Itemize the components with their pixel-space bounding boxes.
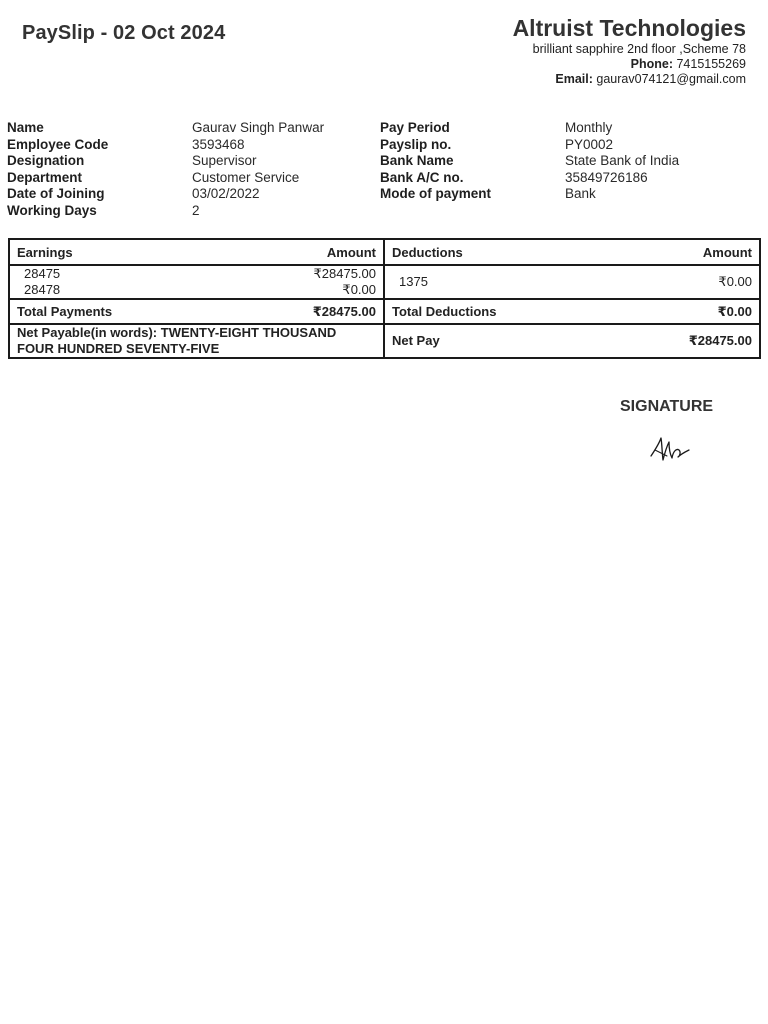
deduction-item [392,274,752,290]
deductions-header: Deductions [392,244,463,260]
company-name: Altruist Technologies [512,15,746,41]
company-email [513,72,746,87]
designation-value: Supervisor [192,153,257,168]
company-info [513,14,746,87]
info-row [7,186,761,203]
earning-item [17,266,376,282]
net-words-line: Net Payable(in words): TWENTY-EIGHT THOUSAND [17,325,337,340]
email-label: Email: [555,72,593,86]
bank-account-label: Bank A/C no. [380,169,464,185]
info-row [7,120,761,137]
department-value: Customer Service [192,169,300,185]
payslip-title: PaySlip - 02 Oct 2024 [22,22,226,44]
table-items-row [9,265,760,299]
deductions-header-cell [384,239,760,265]
info-row [7,153,761,170]
name-value: Gaurav Singh Panwar [192,120,325,135]
email-value: gaurav074121@gmail.com [596,72,746,86]
total-deductions-label: Total Deductions [392,303,497,319]
table-net-row [9,324,760,358]
bank-name-label: Bank Name [380,153,454,168]
employee-code-value: 3593468 [192,136,245,152]
earnings-header: Earnings [17,244,73,260]
earning-item [17,282,376,298]
earning-amount: ₹0.00 [342,282,376,297]
total-deductions-value: ₹0.00 [717,303,752,319]
signature-label: SIGNATURE [620,398,714,415]
total-deductions-cell [384,299,760,324]
net-pay-label: Net Pay [392,333,440,348]
signature-image [645,430,693,464]
pay-period-label: Pay Period [380,120,450,135]
company-address: brilliant sapphire 2nd floor ,Scheme 78 [532,42,746,56]
bank-name-value: State Bank of India [565,153,680,168]
deductions-items [384,265,760,299]
earning-amount: ₹28475.00 [313,266,376,281]
deduction-name: 1375 [399,274,428,289]
info-row [7,203,761,220]
employee-details [7,120,761,219]
total-payments-cell [9,299,384,324]
info-row [7,137,761,154]
info-row [7,170,761,187]
working-days-value: 2 [192,202,200,218]
department-label: Department [7,169,83,185]
net-payable-words [9,324,384,358]
earnings-items [9,265,384,299]
date-of-joining-label: Date of Joining [7,186,105,201]
phone-label: Phone: [630,57,673,71]
name-label: Name [7,120,44,135]
payslip-no-label: Payslip no. [380,136,452,152]
deduction-amount: ₹0.00 [718,274,752,289]
net-words-line: FOUR HUNDRED SEVENTY-FIVE [17,341,220,356]
payslip-no-value: PY0002 [565,136,614,152]
mode-of-payment-value: Bank [565,186,596,201]
table-totals-row [9,299,760,324]
earning-name: 28478 [24,282,61,297]
total-payments-value: ₹28475.00 [312,303,376,319]
earnings-amount-header: Amount [326,244,376,260]
employee-code-label: Employee Code [7,136,109,152]
designation-label: Designation [7,153,85,168]
phone-value: 7415155269 [676,57,746,71]
net-pay-cell [384,324,760,358]
table-header-row [9,239,760,265]
date-of-joining-value: 03/02/2022 [192,186,260,201]
total-payments-label: Total Payments [17,303,113,319]
deductions-amount-header: Amount [702,244,752,260]
pay-period-value: Monthly [565,120,613,135]
earnings-header-cell [9,239,384,265]
bank-account-value: 35849726186 [565,169,648,185]
net-pay-value: ₹28475.00 [688,333,752,348]
working-days-label: Working Days [7,202,97,218]
company-phone [513,57,746,72]
mode-of-payment-label: Mode of payment [380,186,492,201]
earning-name: 28475 [24,266,61,281]
pay-table [8,238,761,359]
